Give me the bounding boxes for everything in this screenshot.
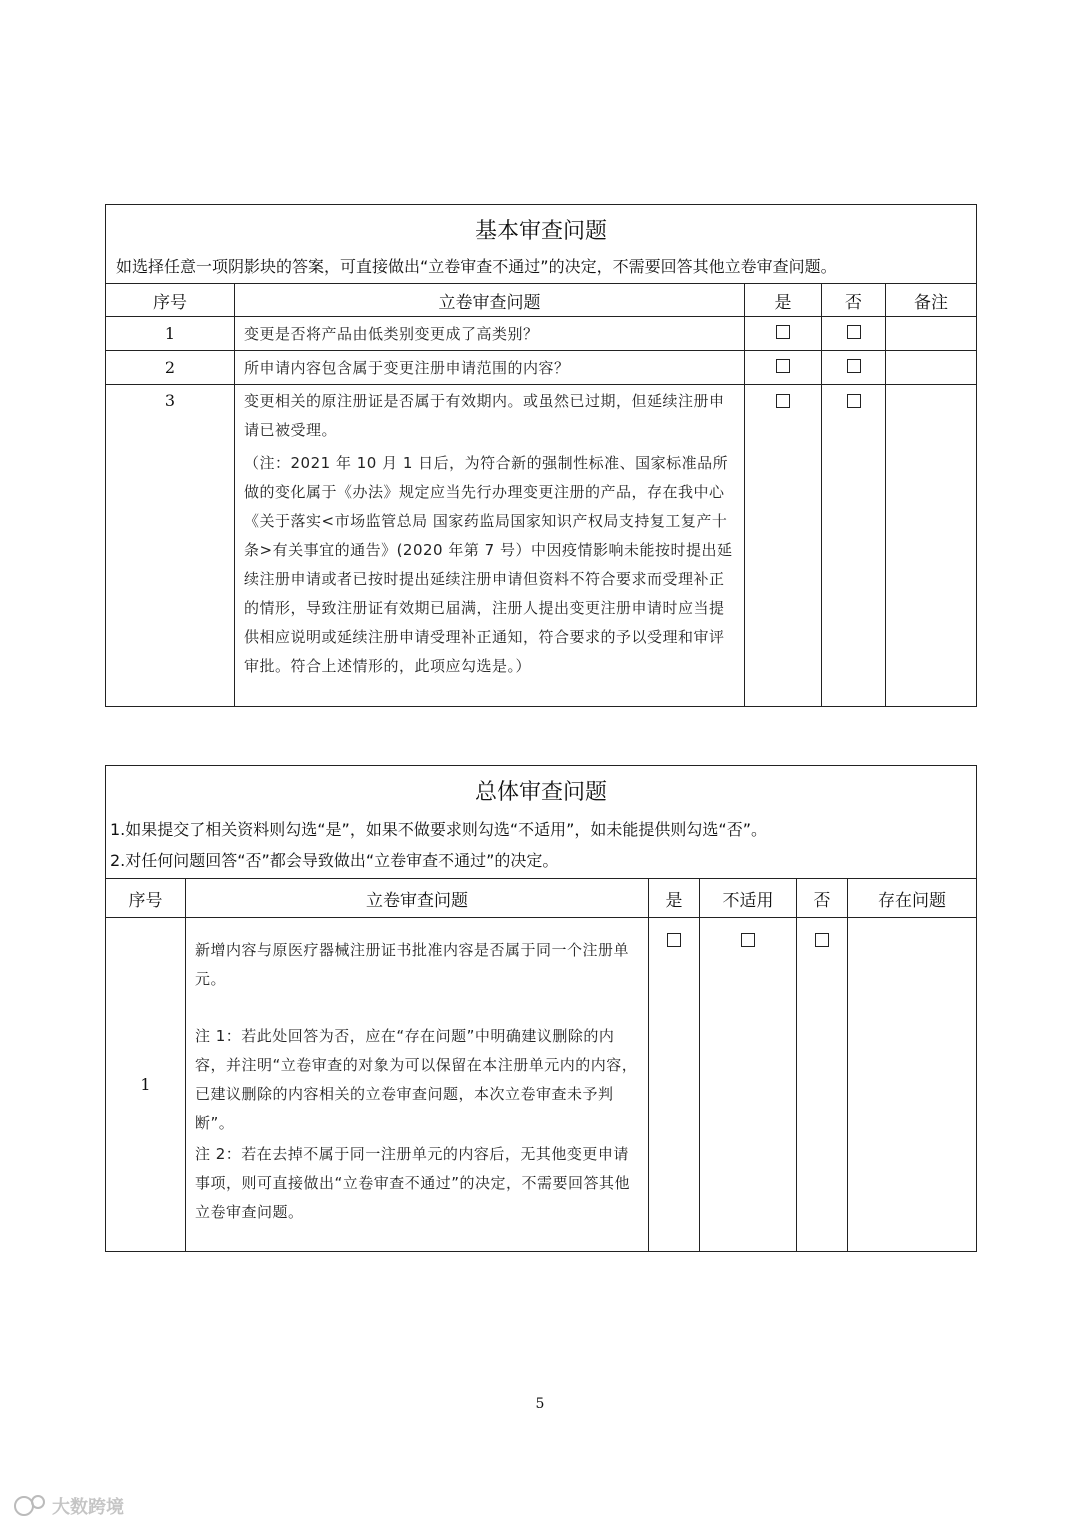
yes-cell	[649, 918, 700, 1252]
remark-cell[interactable]	[886, 351, 977, 385]
remark-cell[interactable]	[886, 317, 977, 351]
no-checkbox[interactable]	[847, 359, 861, 373]
yes-cell	[745, 385, 822, 707]
section-title: 总体审查问题	[106, 766, 977, 809]
no-cell	[822, 351, 886, 385]
row-seq: 2	[106, 351, 235, 385]
col-header-question: 立卷审查问题	[235, 284, 745, 317]
row-question: 所申请内容包含属于变更注册申请范围的内容？	[235, 351, 745, 385]
col-header-remark: 备注	[886, 284, 977, 317]
section-notice: 如选择任意一项阴影块的答案，可直接做出“立卷审查不通过”的决定，不需要回答其他立卷审查问题。	[106, 247, 977, 284]
table-row	[106, 317, 977, 351]
table-row	[106, 385, 977, 707]
col-header-no: 否	[797, 879, 848, 918]
col-header-seq: 序号	[106, 879, 186, 918]
no-checkbox[interactable]	[847, 325, 861, 339]
row-question-cell	[186, 918, 649, 1252]
basic-review-section	[105, 204, 976, 707]
overall-review-table	[105, 765, 977, 1252]
yes-cell	[745, 317, 822, 351]
section-title: 基本审查问题	[106, 205, 977, 248]
row-note-2: 注 2：若在去掉不属于同一注册单元的内容后，无其他变更申请事项，则可直接做出“立卷审查不通过”的决定，不需要回答其他立卷审查问题。	[195, 1145, 631, 1221]
col-header-na: 不适用	[700, 879, 797, 918]
row-question: 新增内容与原医疗器械注册证书批准内容是否属于同一个注册单元。	[195, 941, 630, 988]
row-seq: 1	[106, 918, 186, 1252]
row-question: 变更相关的原注册证是否属于有效期内。或虽然已过期，但延续注册申请已被受理。	[244, 392, 725, 439]
no-checkbox[interactable]	[815, 933, 829, 947]
page-number: 5	[535, 1396, 545, 1412]
yes-checkbox[interactable]	[667, 933, 681, 947]
overall-review-section	[105, 765, 976, 1252]
row-question: 变更是否将产品由低类别变更成了高类别？	[235, 317, 745, 351]
yes-checkbox[interactable]	[776, 325, 790, 339]
row-seq: 1	[106, 317, 235, 351]
basic-review-table	[105, 204, 977, 707]
no-checkbox[interactable]	[847, 394, 861, 408]
col-header-question: 立卷审查问题	[186, 879, 649, 918]
row-note: （注：2021 年 10 月 1 日后，为符合新的强制性标准、国家标准品所做的变化属于《办法》规定应当先行办理变更注册的产品，存在我中心《关于落实<市场监管总局 国家药监局国家知识产权局支持复工复产十条>有关事宜的通告》(2020 年第 7 号）中因疫情影响未能按时提出延续注册申请或者已按时提出延续注册申请但资料不符合要求而受理补正的情形，导致注册证有效期已届满，注册人提出变更注册申请时应当提供相应说明或延续注册申请受理补正通知，符合要求的予以受理和审评审批。符合上述情形的，此项应勾选是。）	[244, 454, 733, 675]
row-seq: 3	[106, 385, 235, 707]
col-header-seq: 序号	[106, 284, 235, 317]
row-question-cell	[235, 385, 745, 707]
table-row	[106, 351, 977, 385]
no-cell	[822, 317, 886, 351]
no-cell	[797, 918, 848, 1252]
na-checkbox[interactable]	[741, 933, 755, 947]
col-header-yes: 是	[649, 879, 700, 918]
row-note-1: 注 1：若此处回答为否，应在“存在问题”中明确建议删除的内容，并注明“立卷审查的对象为可以保留在本注册单元内的内容，已建议删除的内容相关的立卷审查问题，本次立卷审查未予判断”。	[195, 1027, 638, 1132]
no-cell	[822, 385, 886, 707]
watermark-icon	[10, 1492, 145, 1520]
na-cell	[700, 918, 797, 1252]
remark-cell[interactable]	[886, 385, 977, 707]
yes-checkbox[interactable]	[776, 359, 790, 373]
section-notice-1: 1.如果提交了相关资料则勾选“是”，如果不做要求则勾选“不适用”，如未能提供则勾选“否”。	[106, 808, 977, 848]
watermark-logo	[10, 1492, 145, 1520]
col-header-yes: 是	[745, 284, 822, 317]
watermark-text: 大数跨境	[52, 1497, 124, 1518]
yes-cell	[745, 351, 822, 385]
issue-cell[interactable]	[848, 918, 977, 1252]
section-notice-2: 2.对任何问题回答“否”都会导致做出“立卷审查不通过”的决定。	[106, 848, 977, 879]
col-header-no: 否	[822, 284, 886, 317]
col-header-issue: 存在问题	[848, 879, 977, 918]
yes-checkbox[interactable]	[776, 394, 790, 408]
table-row	[106, 918, 977, 1252]
